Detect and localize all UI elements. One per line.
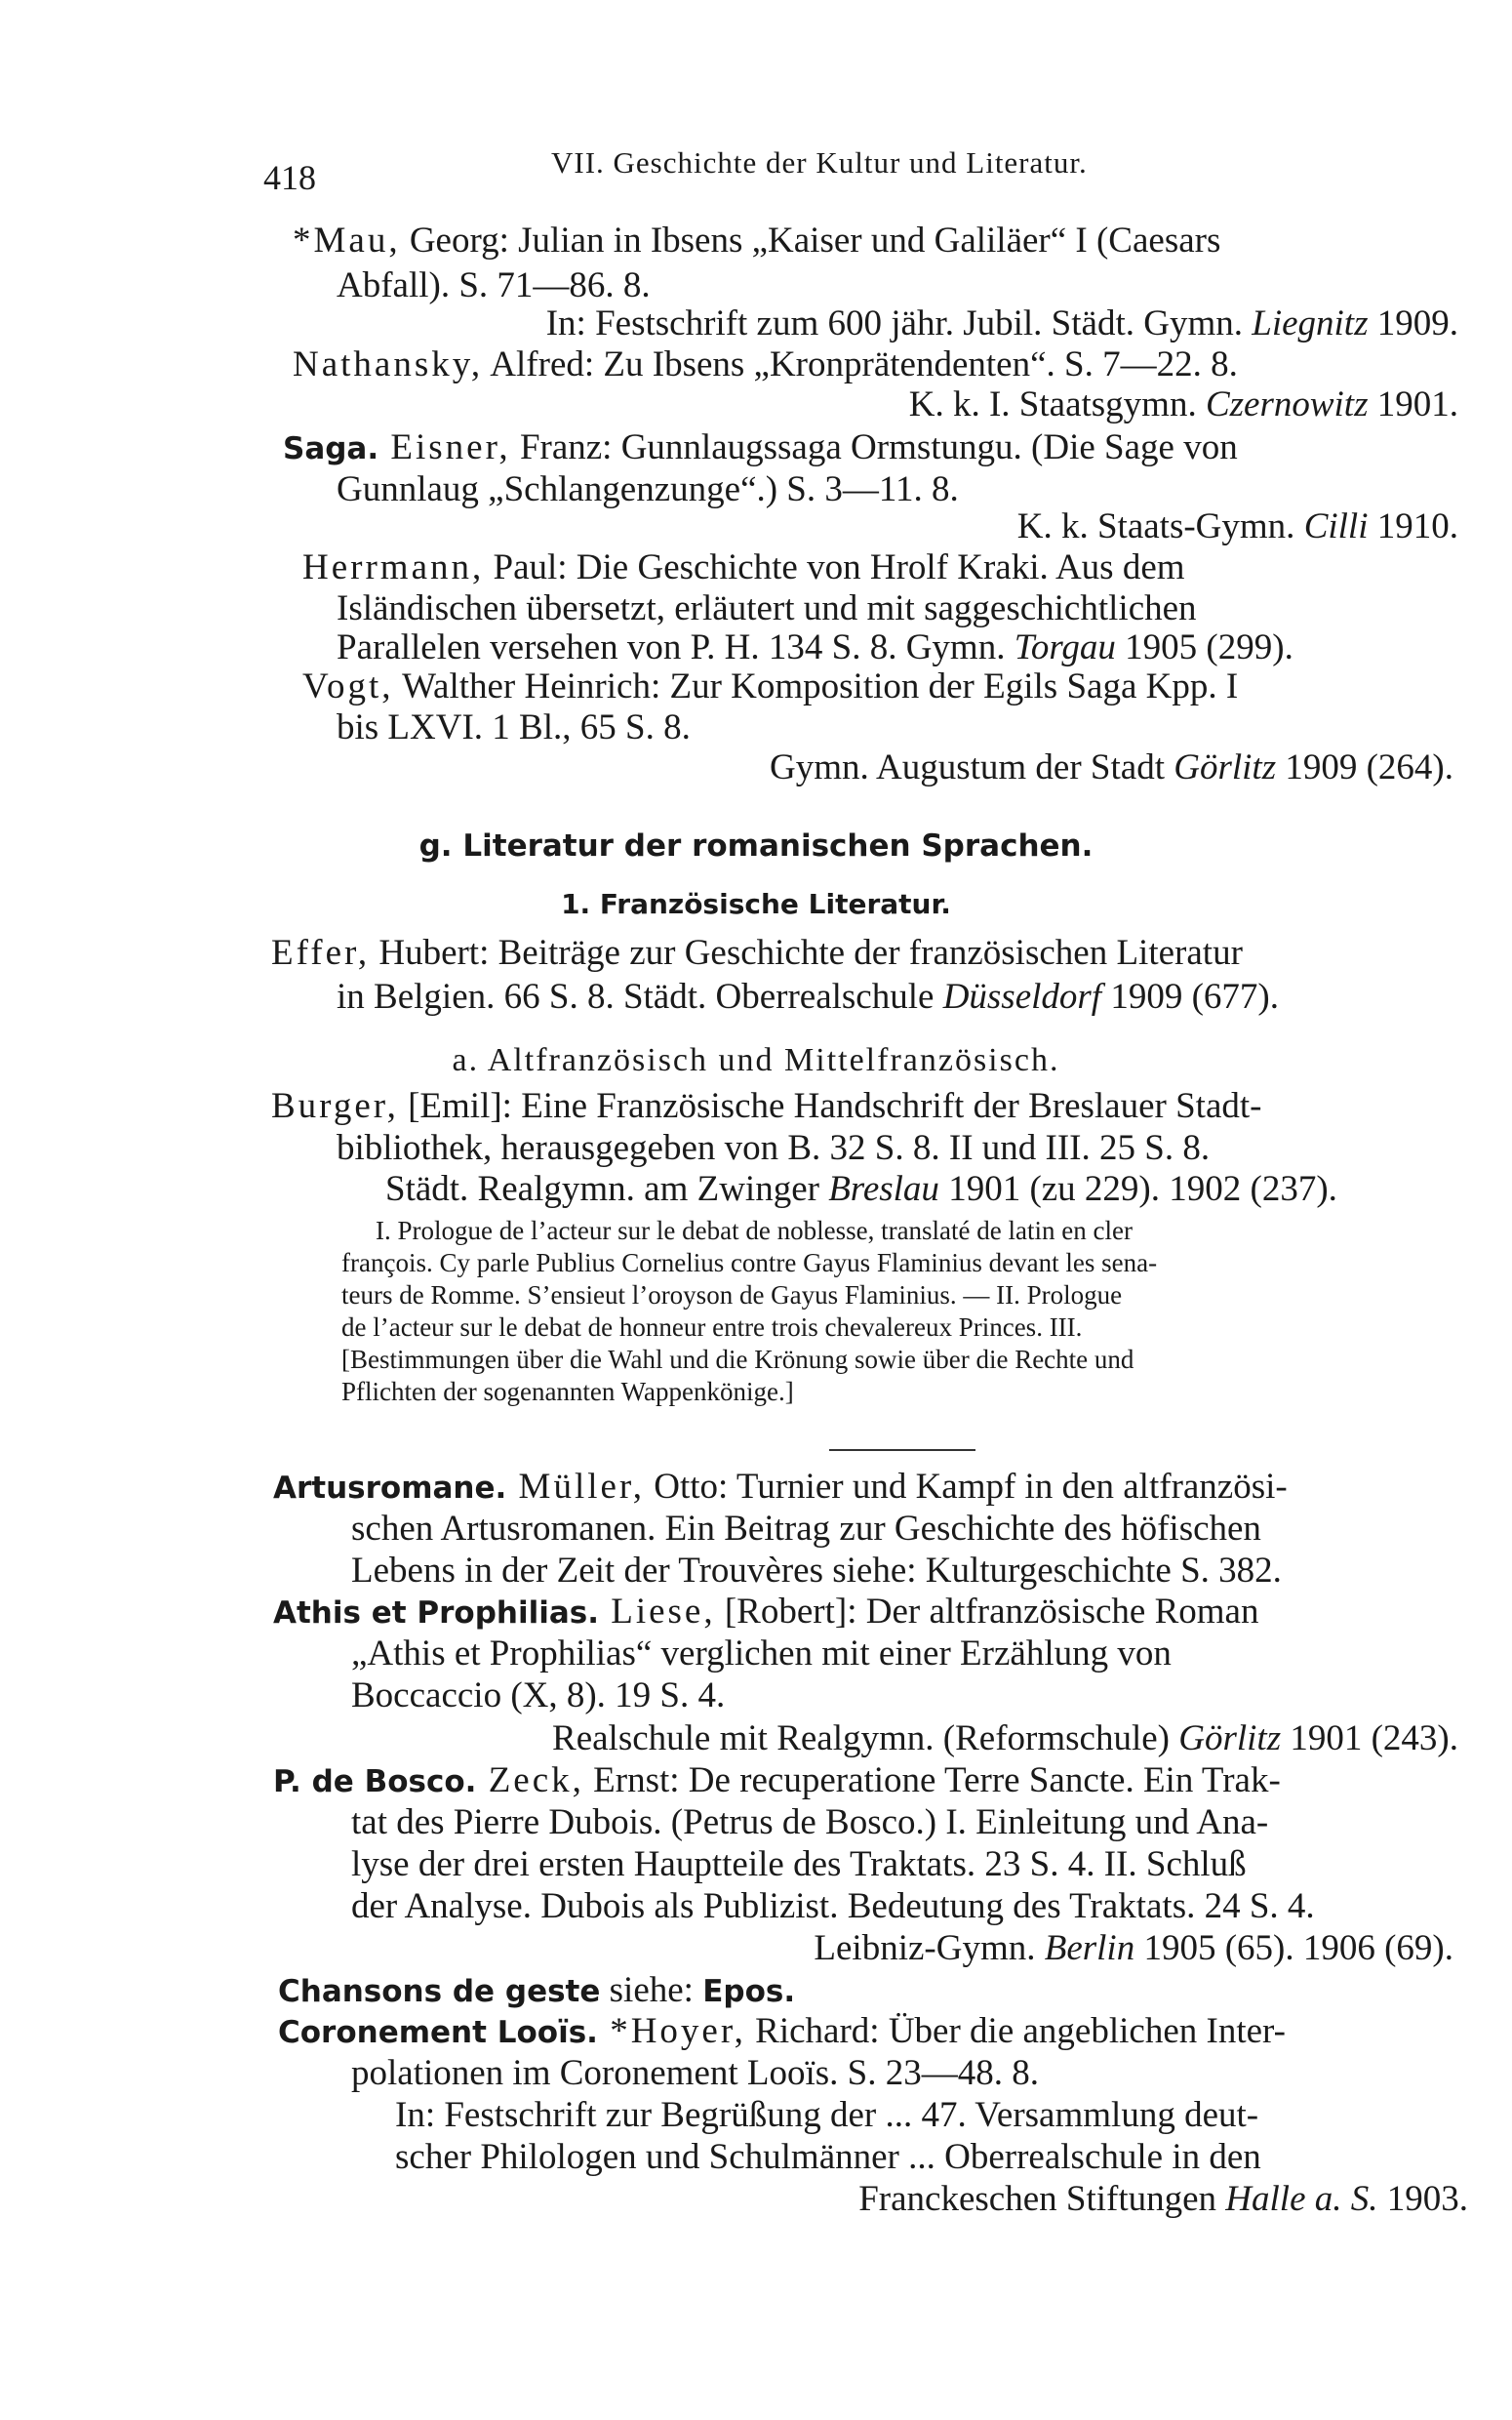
- entry-coronement-line2: polationen im Coronement Looïs. S. 23—48. 8.: [351, 2053, 1040, 2093]
- year: 1901 (243).: [1281, 1718, 1458, 1758]
- place-name: Düsseldorf: [942, 977, 1102, 1017]
- keyword-heading: Athis et Prophilias.: [273, 1595, 599, 1631]
- entry-burger-line3: [385, 1168, 1337, 1211]
- author-name: Müller,: [506, 1467, 646, 1507]
- entry-text: Otto: Turnier und Kampf in den altfranzösi-: [645, 1467, 1288, 1507]
- entry-text: Gymn. Augustum der Stadt: [770, 747, 1174, 787]
- year: 1905 (299).: [1115, 627, 1293, 667]
- note-line: I. Prologue de l’acteur sur le debat de noblesse, translaté de latin en cler: [376, 1216, 1133, 1245]
- place-name: Breslau: [828, 1169, 939, 1209]
- entry-text: siehe:: [600, 1970, 703, 2010]
- entry-text: K. k. Staats-Gymn.: [1016, 506, 1304, 546]
- year: 1909 (264).: [1276, 747, 1453, 787]
- entry-bosco-line4: der Analyse. Dubois als Publizist. Bedeutung des Traktats. 24 S. 4.: [351, 1886, 1315, 1926]
- entry-athis-line4: [552, 1717, 1458, 1760]
- year: 1905 (65). 1906 (69).: [1134, 1928, 1453, 1968]
- entry-mau-line2: Abfall). S. 71—86. 8.: [337, 265, 651, 305]
- entry-saga-line2: Gunnlaug „Schlangenzunge“.) S. 3—11. 8.: [337, 469, 959, 509]
- subsection-heading: a. Altfranzösisch und Mittelfranzösisch.: [452, 1042, 1060, 1078]
- year: 1901.: [1368, 384, 1458, 424]
- place-name: Cilli: [1303, 506, 1369, 546]
- entry-bosco-line5: [814, 1927, 1453, 1970]
- author-name: *Mau,: [293, 221, 401, 261]
- running-title: VII. Geschichte der Kultur und Literatur.: [551, 145, 1088, 180]
- entry-text: In: Festschrift zum 600 jähr. Jubil. Städt. Gymn.: [545, 303, 1253, 343]
- entry-nathansky-line2: [909, 383, 1458, 426]
- entry-text: Franckeschen Stiftungen: [858, 2179, 1226, 2219]
- author-name: Liese,: [598, 1592, 716, 1632]
- entry-text: K. k. I. Staatsgymn.: [908, 384, 1206, 424]
- entry-burger-line1: [271, 1085, 1261, 1128]
- entry-text: in Belgien. 66 S. 8. Städt. Oberrealschule: [337, 977, 943, 1017]
- entry-athis-line2: „Athis et Prophilias“ verglichen mit einer Erzählung von: [351, 1634, 1172, 1674]
- author-name: Nathansky,: [293, 344, 484, 384]
- entry-text: Alfred: Zu Ibsens „Kronprätendenten“. S. 7—22. 8.: [483, 344, 1238, 384]
- entry-text: Franz: Gunnlaugssaga Ormstungu. (Die Sage von: [510, 427, 1238, 467]
- entry-bosco-line1: [273, 1759, 1281, 1803]
- entry-vogt-line3: [770, 746, 1453, 789]
- entry-text: Städt. Realgymn. am Zwinger: [385, 1169, 829, 1209]
- entry-nathansky-line1: [293, 343, 1238, 386]
- entry-vogt-line1: [302, 666, 1238, 708]
- entry-athis-line1: [273, 1591, 1258, 1634]
- note-line: [Bestimmungen über die Wahl und die Krönung sowie über die Rechte und: [341, 1345, 1134, 1374]
- year: 1909 (677).: [1101, 977, 1279, 1017]
- place-name: Görlitz: [1174, 747, 1277, 787]
- note-line: françois. Cy parle Publius Cornelius contre Gayus Flaminius devant les sena-: [341, 1248, 1158, 1277]
- entry-chansons: [278, 1969, 795, 2013]
- entry-herrmann-line3: [337, 626, 1293, 669]
- place-name: Berlin: [1044, 1928, 1135, 1968]
- author-name: Vogt,: [302, 666, 394, 706]
- place-name: Czernowitz: [1205, 384, 1369, 424]
- entry-artusromane-line2: schen Artusromanen. Ein Beitrag zur Geschichte des höfischen: [351, 1509, 1261, 1549]
- note-line: de l’acteur sur le debat de honneur entre trois chevalereux Princes. III.: [341, 1312, 1083, 1342]
- entry-text: [Robert]: Der altfranzösische Roman: [715, 1592, 1259, 1632]
- entry-athis-line3: Boccaccio (X, 8). 19 S. 4.: [351, 1675, 726, 1715]
- keyword-heading: Coronement Looïs.: [278, 2015, 598, 2050]
- entry-text: Richard: Über die angeblichen Inter-: [745, 2011, 1286, 2051]
- entry-herrmann-line1: [302, 546, 1185, 589]
- entry-text: Georg: Julian in Ibsens „Kaiser und Galiläer“ I (Caesars: [400, 221, 1221, 261]
- entry-effer-line2: [337, 976, 1279, 1019]
- year: 1903.: [1377, 2179, 1468, 2219]
- entry-text: Leibniz-Gymn.: [814, 1928, 1045, 1968]
- entry-artusromane-line1: [273, 1466, 1288, 1510]
- keyword-heading: Chansons de geste: [278, 1974, 601, 2009]
- keyword-heading: Artusromane.: [273, 1471, 507, 1506]
- place-name: Liegnitz: [1252, 303, 1369, 343]
- entry-coronement-line5: [858, 2178, 1468, 2221]
- entry-coronement-line1: [278, 2010, 1286, 2054]
- entry-coronement-line3: In: Festschrift zur Begrüßung der ... 47. Versammlung deut-: [395, 2095, 1259, 2135]
- entry-coronement-line4: scher Philologen und Schulmänner ... Oberrealschule in den: [395, 2137, 1261, 2177]
- entry-saga-line3: [1017, 505, 1458, 548]
- author-name: Effer,: [271, 933, 371, 973]
- entry-bosco-line2: tat des Pierre Dubois. (Petrus de Bosco.) I. Einleitung und Ana-: [351, 1802, 1269, 1842]
- entry-artusromane-line3: Lebens in der Zeit der Trouvères siehe: Kulturgeschichte S. 382.: [351, 1551, 1282, 1591]
- entry-mau-line1: [293, 220, 1220, 262]
- year: 1909.: [1368, 303, 1458, 343]
- entry-text: Realschule mit Realgymn. (Reformschule): [552, 1718, 1179, 1758]
- entry-text: Hubert: Beiträge zur Geschichte der französischen Literatur: [370, 933, 1243, 973]
- place-name: Halle a. S.: [1225, 2179, 1378, 2219]
- divider: [829, 1449, 975, 1451]
- entry-text: Walther Heinrich: Zur Komposition der Egils Saga Kpp. I: [393, 666, 1239, 706]
- section-heading: g. Literatur der romanischen Sprachen.: [418, 828, 1094, 864]
- entry-text: Ernst: De recuperatione Terre Sancte. Ein Trak-: [583, 1760, 1281, 1800]
- keyword-heading: Saga.: [283, 431, 379, 466]
- author-name: Eisner,: [378, 427, 511, 467]
- keyword-heading: P. de Bosco.: [273, 1764, 477, 1799]
- place-name: Görlitz: [1178, 1718, 1282, 1758]
- entry-vogt-line2: bis LXVI. 1 Bl., 65 S. 8.: [337, 707, 691, 747]
- author-name: Zeck,: [476, 1760, 584, 1800]
- year: 1910.: [1368, 506, 1458, 546]
- subsection-heading: 1. Französische Literatur.: [561, 888, 951, 920]
- entry-effer-line1: [271, 932, 1243, 975]
- entry-burger-line2: bibliothek, herausgegeben von B. 32 S. 8. II und III. 25 S. 8.: [337, 1128, 1211, 1168]
- entry-text: Parallelen versehen von P. H. 134 S. 8. Gymn.: [337, 627, 1015, 667]
- entry-herrmann-line2: Isländischen übersetzt, erläutert und mit saggeschichtlichen: [337, 588, 1197, 628]
- year: 1901 (zu 229). 1902 (237).: [938, 1169, 1337, 1209]
- note-line: Pflichten der sogenannten Wappenkönige.]: [341, 1377, 794, 1406]
- cross-reference: Epos.: [702, 1974, 796, 2009]
- entry-saga-line1: [283, 426, 1238, 470]
- entry-text: Paul: Die Geschichte von Hrolf Kraki. Aus dem: [484, 547, 1185, 587]
- author-name: *Hoyer,: [597, 2011, 746, 2051]
- author-name: Herrmann,: [302, 547, 485, 587]
- entry-mau-line3: [546, 302, 1458, 345]
- entry-text: [Emil]: Eine Französische Handschrift der Breslauer Stadt-: [398, 1086, 1262, 1126]
- place-name: Torgau: [1014, 627, 1116, 667]
- entry-bosco-line3: lyse der drei ersten Hauptteile des Traktats. 23 S. 4. II. Schluß: [351, 1844, 1247, 1884]
- note-line: teurs de Romme. S’ensieut l’oroyson de Gayus Flaminius. — II. Prologue: [341, 1280, 1123, 1310]
- page-number: 418: [263, 158, 316, 197]
- author-name: Burger,: [271, 1086, 399, 1126]
